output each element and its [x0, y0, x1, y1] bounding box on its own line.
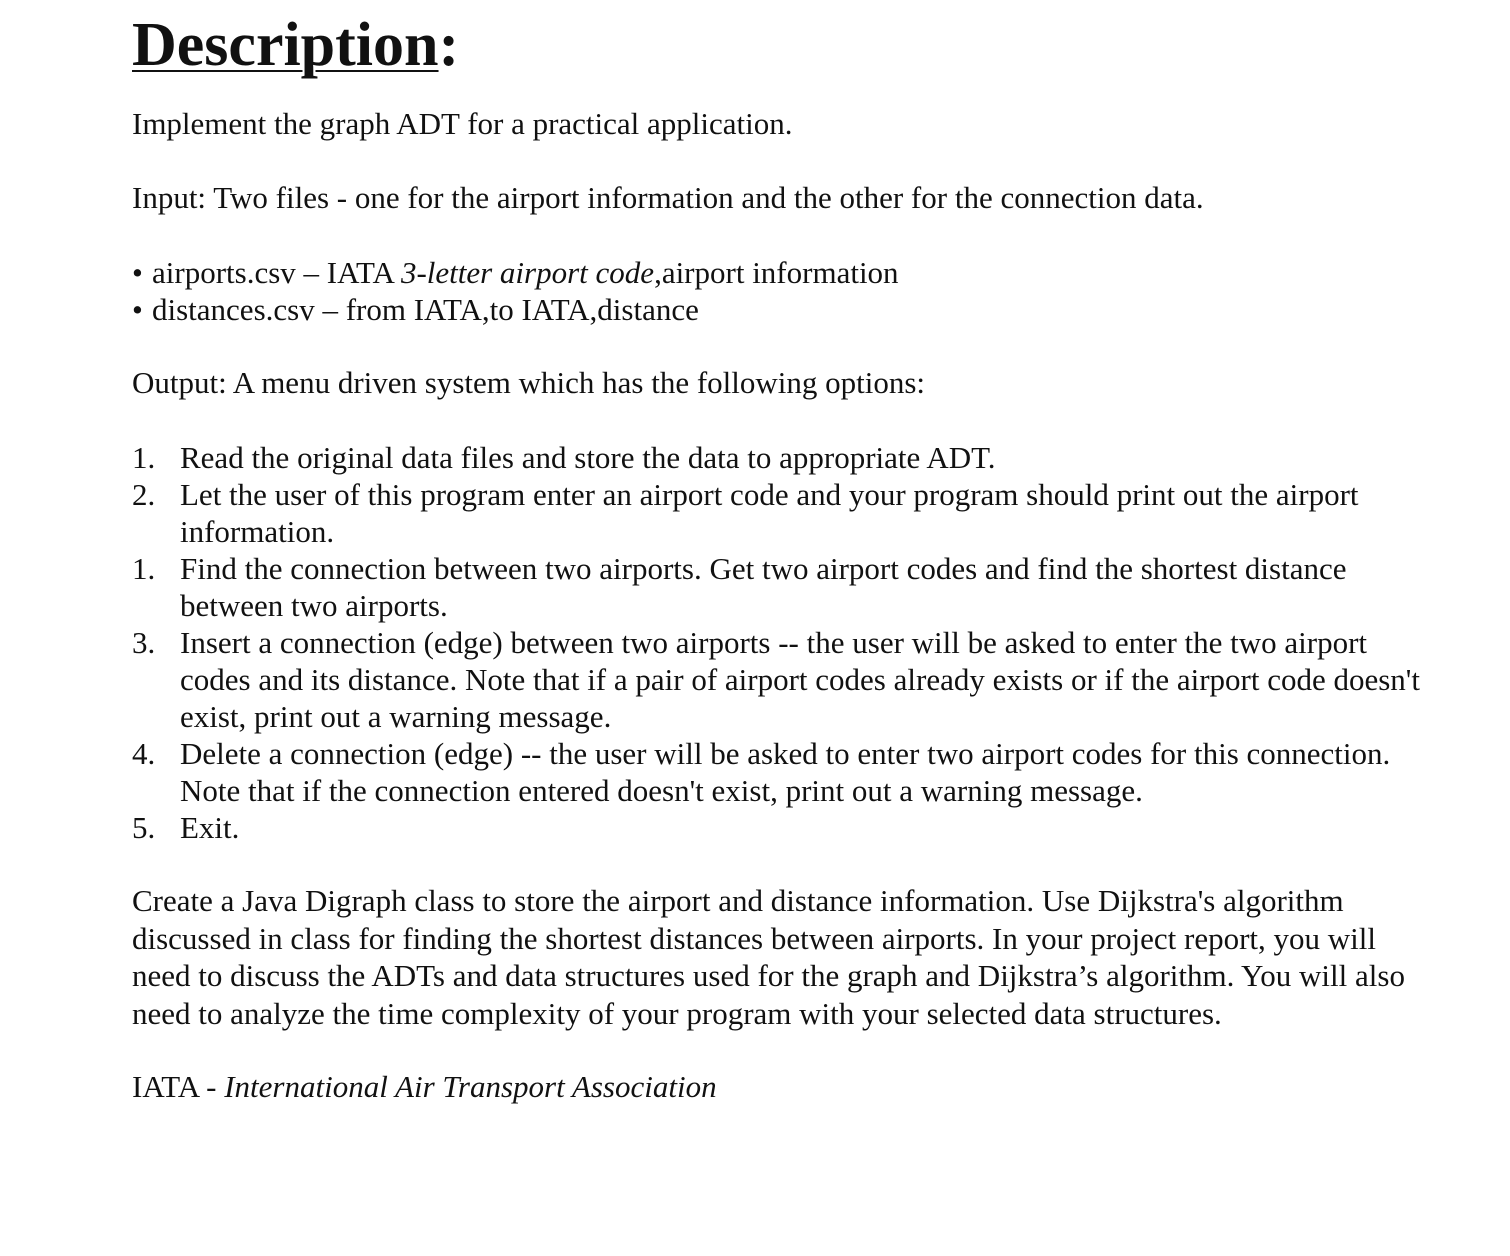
item-text: Find the connection between two airports. Get two airport codes and find the shortest distance between two airports. — [180, 551, 1347, 623]
intro-paragraph: Implement the graph ADT for a practical application. — [132, 106, 793, 141]
item-text: Read the original data files and store the data to appropriate ADT. — [180, 440, 996, 475]
list-item — [132, 439, 1422, 476]
item-number: 1. — [132, 551, 156, 586]
item-number: 2. — [132, 477, 156, 512]
iata-definition — [132, 1068, 1422, 1106]
bullet-icon: • — [132, 292, 143, 327]
bullet-text-suffix: ,airport information — [654, 255, 899, 290]
menu-options-list — [132, 439, 1422, 846]
list-item — [132, 550, 1422, 624]
description-heading-label: Description — [132, 11, 439, 79]
output-paragraph: Output: A menu driven system which has the following options: — [132, 365, 926, 400]
bullet-text-italic: 3-letter airport code — [400, 255, 655, 290]
bullet-text-prefix: airports.csv – IATA — [152, 255, 401, 290]
list-item — [132, 291, 1422, 328]
item-number: 1. — [132, 440, 156, 475]
list-item — [132, 476, 1422, 550]
list-item — [132, 809, 1422, 846]
list-item — [132, 254, 1422, 291]
description-heading — [132, 11, 460, 79]
input-files-list — [132, 254, 1422, 328]
iata-expansion: International Air Transport Association — [224, 1069, 717, 1104]
iata-prefix: IATA - — [132, 1069, 225, 1104]
item-number: 4. — [132, 736, 156, 771]
item-text: Delete a connection (edge) -- the user will be asked to enter two airport codes for this connection. Note that if the connection entered doesn't exist, print out a warning message. — [180, 736, 1391, 808]
item-text: Insert a connection (edge) between two airports -- the user will be asked to enter the two airport codes and its distance. Note that if a pair of airport codes already exists or if the airport code doesn't exist, print out a warning message. — [180, 625, 1420, 734]
item-number: 3. — [132, 625, 156, 660]
list-item — [132, 735, 1422, 809]
document-page — [132, 11, 1422, 1106]
create-paragraph: Create a Java Digraph class to store the airport and distance information. Use Dijkstra's algorithm discussed in class for finding the shortest distances between airports. In your project report, you will need to discuss the ADTs and data structures used for the graph and Dijkstra’s algorithm. You will also need to analyze the time complexity of your program with your selected data structures. — [132, 883, 1405, 1031]
description-heading-colon: : — [438, 11, 460, 79]
input-paragraph: Input: Two files - one for the airport information and the other for the connection data. — [132, 180, 1204, 215]
item-text: Exit. — [180, 810, 240, 845]
item-number: 5. — [132, 810, 156, 845]
list-item — [132, 624, 1422, 735]
item-text: Let the user of this program enter an airport code and your program should print out the airport information. — [180, 477, 1359, 549]
bullet-text-prefix: distances.csv – from IATA,to IATA,distance — [152, 292, 699, 327]
bullet-icon: • — [132, 255, 143, 290]
